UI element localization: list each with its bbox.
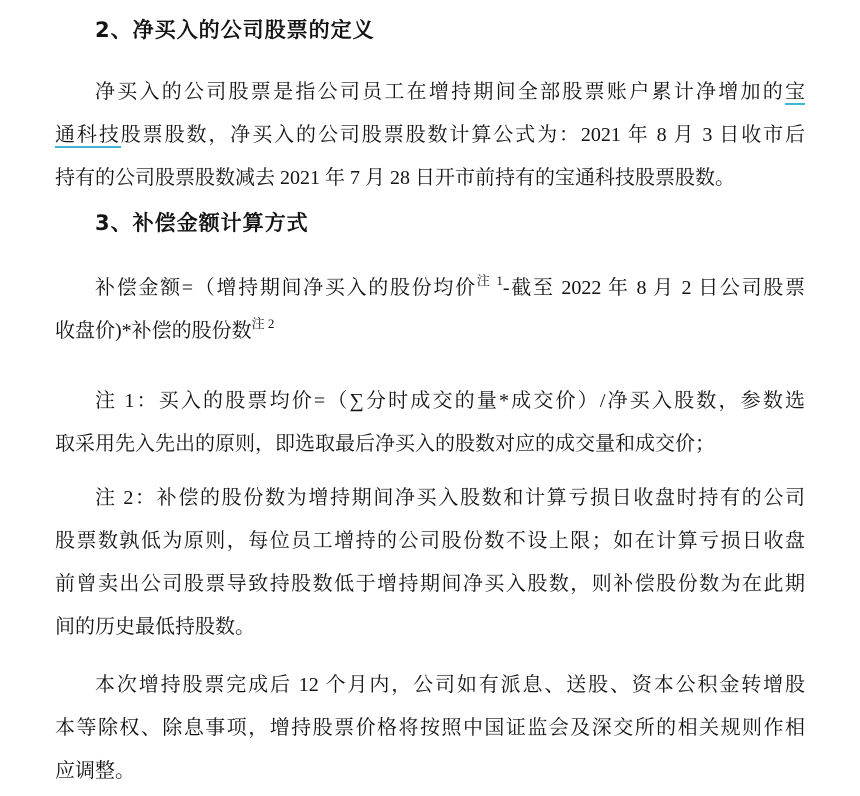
text-line	[55, 477, 805, 520]
text-line	[55, 563, 805, 606]
para-adjustment	[55, 664, 805, 793]
text-run: 应调整。	[55, 760, 135, 782]
section-2-heading: 2、净买入的公司股票的定义	[95, 18, 375, 42]
text-line	[55, 423, 805, 466]
text-run: 收盘价)*补偿的股份数	[55, 320, 252, 342]
text-run: 注 2：补偿的股份数为增持期间净买入股数和计算亏损日收盘时持有的公司	[95, 487, 805, 509]
text-run: 股票股数，净买入的公司股票股数计算公式为：2021 年 8 月 3 日收市后	[120, 124, 805, 146]
para-note-1	[55, 380, 805, 466]
text-line	[55, 707, 805, 750]
text-line	[55, 157, 805, 200]
text-line	[55, 606, 805, 649]
text-run: -截至 2022 年 8 月 2 日公司股票	[502, 277, 805, 299]
text-line	[55, 664, 805, 707]
baotong-tech-link[interactable]: 宝	[785, 81, 805, 103]
text-run: 取采用先入先出的原则，即选取最后净买入的股数对应的成交量和成交价；	[55, 433, 715, 455]
text-run: 净买入的公司股票是指公司员工在增持期间全部股票账户累计净增加的	[95, 81, 785, 103]
text-run: 本次增持股票完成后 12 个月内，公司如有派息、送股、资本公积金转增股	[95, 674, 805, 696]
text-run: 补偿金额=（增持期间净买入的股份均价	[95, 277, 477, 299]
text-line	[55, 114, 805, 157]
text-run: 前曾卖出公司股票导致持股数低于增持期间净买入股数，则补偿股份数为在此期	[55, 573, 805, 595]
para-note-2	[55, 477, 805, 649]
text-run: 股票数孰低为原则，每位员工增持的公司股份数不设上限；如在计算亏损日收盘	[55, 530, 805, 552]
text-line	[55, 380, 805, 423]
text-run: 本等除权、除息事项，增持股票价格将按照中国证监会及深交所的相关规则作相	[55, 717, 805, 739]
text-line	[55, 71, 805, 114]
section-3-heading: 3、补偿金额计算方式	[95, 211, 309, 235]
text-line	[55, 520, 805, 563]
text-line	[55, 310, 805, 353]
baotong-tech-link[interactable]: 通科技	[55, 124, 121, 146]
text-run: 间的历史最低持股数。	[55, 616, 255, 638]
footnote-ref: 注 2	[251, 316, 275, 331]
text-line	[55, 267, 805, 310]
text-run: 注 1：买入的股票均价=（∑分时成交的量*成交价）/净买入股数，参数选	[95, 390, 805, 412]
para-net-buy-definition	[55, 71, 805, 200]
footnote-ref: 注 1	[476, 273, 503, 288]
text-line	[55, 750, 805, 793]
text-run: 持有的公司股票股数减去 2021 年 7 月 28 日开市前持有的宝通科技股票股数。	[55, 167, 735, 189]
para-compensation-formula	[55, 267, 805, 353]
